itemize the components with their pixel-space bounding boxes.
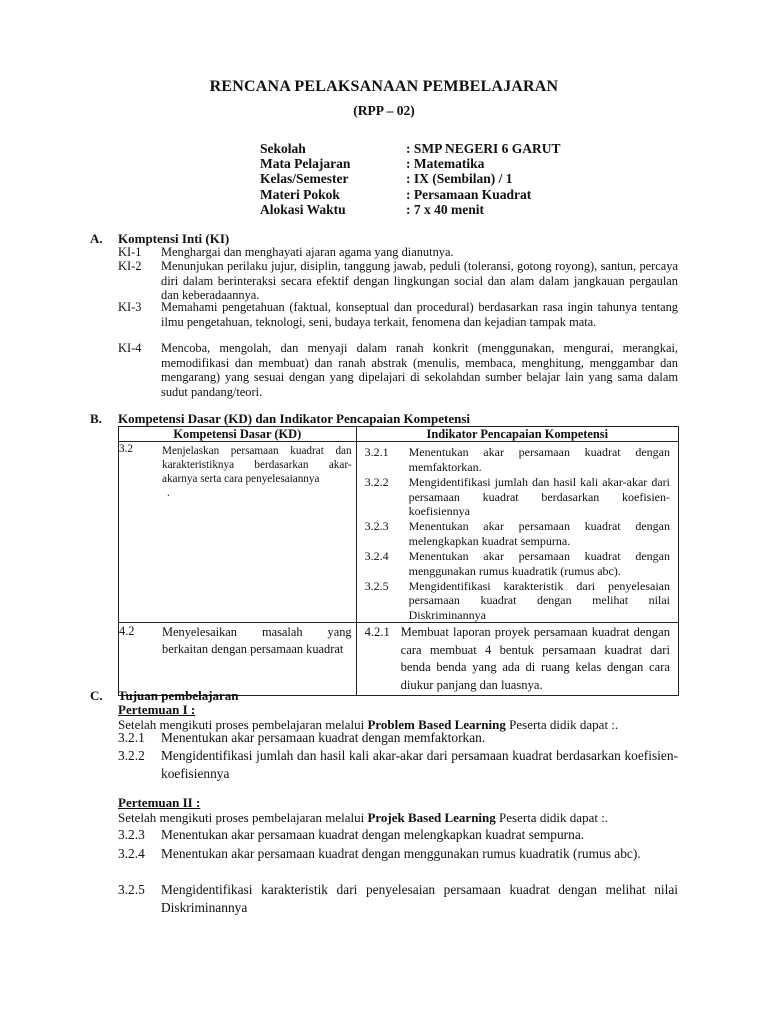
indicator-list (357, 442, 678, 622)
identity-value: : SMP NEGERI 6 GARUT (406, 141, 561, 156)
identity-label: Mata Pelajaran (260, 156, 351, 171)
indicator-item (365, 445, 670, 474)
section-number: A. (90, 231, 103, 246)
objective-code: 3.2.2 (118, 748, 145, 763)
table-row (119, 442, 679, 623)
objective-text: Menentukan akar persamaan kuadrat dengan memfaktorkan. (161, 730, 486, 745)
identity-label: Kelas/Semester (260, 171, 349, 186)
intro-text: Peserta didik dapat :. (505, 717, 619, 732)
objective-text: Mengidentifikasi karakteristik dari penyelesaian persamaan kuadrat dengan melihat nilai Diskriminannya (161, 882, 678, 915)
identity-label: Sekolah (260, 141, 306, 156)
objective-code: 3.2.3 (118, 827, 145, 842)
identity-label: Alokasi Waktu (260, 202, 346, 217)
kd-entry (119, 442, 356, 500)
intro-text: Setelah mengikuti proses pembelajaran melalui (118, 717, 368, 732)
objective-text: Menentukan akar persamaan kuadrat dengan melengkapkan kuadrat sempurna. (161, 827, 585, 842)
document-title: RENCANA PELAKSANAAN PEMBELAJARAN (209, 78, 559, 95)
ki-code: KI-3 (118, 300, 142, 314)
objective-text: Mengidentifikasi jumlah dan hasil kali akar-akar dari persamaan kuadrat berdasarkan koefisien-koefisiennya (161, 748, 678, 781)
kd-text: Menjelaskan persamaan kuadrat dan karakteristiknya berdasarkan akar-akarnya serta cara penyelesaiannya (162, 445, 352, 486)
indicator-text: Membuat laporan proyek persamaan kuadrat dengan cara membuat 4 bentuk persamaan kuadrat dari benda benda yang ada di ruang kelas dengan cara diukur panjang dan luasnya. (400, 625, 670, 692)
indicator-cell (356, 623, 678, 696)
kd-code: 4.2 (119, 624, 135, 639)
kd-text: Menyelesaikan masalah yang berkaitan dengan persamaan kuadrat (162, 625, 352, 657)
section-title: Kompetensi Dasar (KD) dan Indikator Pencapaian Kompetensi (118, 411, 470, 426)
ki-code: KI-1 (118, 245, 142, 259)
kd-cell (119, 442, 357, 623)
indicator-item (365, 519, 670, 548)
indicator-text: Menentukan akar persamaan kuadrat dengan melengkapkan kuadrat sempurna. (408, 519, 670, 548)
objective-code: 3.2.5 (118, 882, 145, 897)
indicator-text: Menentukan akar persamaan kuadrat dengan menggunakan rumus kuadratik (rumus abc). (408, 549, 670, 578)
objective-code: 3.2.4 (118, 846, 145, 861)
column-header-kd: Kompetensi Dasar (KD) (119, 427, 357, 442)
column-header-ipk: Indikator Pencapaian Kompetensi (356, 427, 678, 442)
meeting-2-intro (118, 810, 608, 825)
indicator-text: Mengidentifikasi jumlah dan hasil kali akar-akar dari persamaan kuadrat berdasarkan koefisien-koefisiennya (408, 475, 670, 519)
objective-code: 3.2.1 (118, 730, 145, 745)
kd-code: 3.2 (119, 443, 133, 456)
ki-text: Mencoba, mengolah, dan menyaji dalam ranah konkrit (menggunakan, mengurai, merangkai, memodifikasi dan membuat) dan ranah abstrak (menulis, membaca, menghitung, menggambar dan mengarang) yang sesuai dengan yang dipelajari di sekolahdan sumber belajar lain yang sama dalam sudut pandang/teori. (161, 341, 678, 399)
ki-text: Memahami pengetahuan (faktual, konseptual dan procedural) berdasarkan rasa ingin tahunya tentang ilmu pengetahuan, teknologi, seni, budaya terkait, fenomena dan kejadian tampak mata. (161, 300, 678, 329)
table-header-row (119, 427, 679, 442)
ki-text: Menghargai dan menghayati ajaran agama yang dianutnya. (161, 245, 454, 259)
indicator-item (365, 475, 670, 518)
indicator-item (365, 579, 670, 622)
learning-method: Problem Based Learning (367, 717, 506, 732)
section-title: Tujuan pembelajaran (118, 688, 239, 703)
kd-cell (119, 623, 357, 696)
indicator-code: 3.2.5 (364, 579, 389, 594)
indicator-cell (356, 442, 678, 623)
kd-extra: . (167, 487, 170, 500)
section-number: B. (90, 411, 102, 426)
identity-value: : Matematika (406, 156, 485, 171)
indicator-item (357, 623, 678, 694)
intro-text: Peserta didik dapat :. (495, 810, 609, 825)
meeting-1-label: Pertemuan I : (118, 702, 196, 717)
identity-value: : Persamaan Kuadrat (406, 187, 532, 202)
indicator-item (365, 549, 670, 578)
document-subtitle: (RPP – 02) (353, 103, 415, 118)
table-row (119, 623, 679, 696)
indicator-code: 3.2.2 (364, 475, 389, 490)
ki-text: Menunjukan perilaku jujur, disiplin, tanggung jawab, peduli (toleransi, gotong royong), santun, percaya diri dalam berinteraksi secara efektif dengan lingkungan social dan alam dalam jangkauan pergaulan dan keberadaannya. (161, 259, 678, 303)
indicator-code: 4.2.1 (364, 625, 390, 640)
identity-value: : IX (Sembilan) / 1 (406, 171, 513, 186)
indicator-text: Mengidentifikasi karakteristik dari penyelesaian persamaan kuadrat dengan melihat nilai Diskriminannya (408, 579, 670, 622)
ki-code: KI-4 (118, 341, 142, 355)
learning-method: Projek Based Learning (367, 810, 496, 825)
kd-entry (119, 623, 356, 658)
ki-code: KI-2 (118, 259, 142, 273)
identity-value: : 7 x 40 menit (406, 202, 484, 217)
indicator-code: 3.2.1 (364, 445, 389, 460)
indicator-text: Menentukan akar persamaan kuadrat dengan memfaktorkan. (408, 445, 670, 474)
identity-label: Materi Pokok (260, 187, 340, 202)
indicator-code: 3.2.3 (364, 519, 389, 534)
objective-text: Menentukan akar persamaan kuadrat dengan menggunakan rumus kuadratik (rumus abc). (161, 846, 641, 861)
meeting-2-label: Pertemuan II : (118, 795, 201, 810)
kd-indicator-table (118, 426, 679, 696)
section-number: C. (90, 688, 103, 703)
intro-text: Setelah mengikuti proses pembelajaran melalui (118, 810, 368, 825)
section-title: Komptensi Inti (KI) (118, 231, 230, 246)
indicator-code: 3.2.4 (364, 549, 389, 564)
